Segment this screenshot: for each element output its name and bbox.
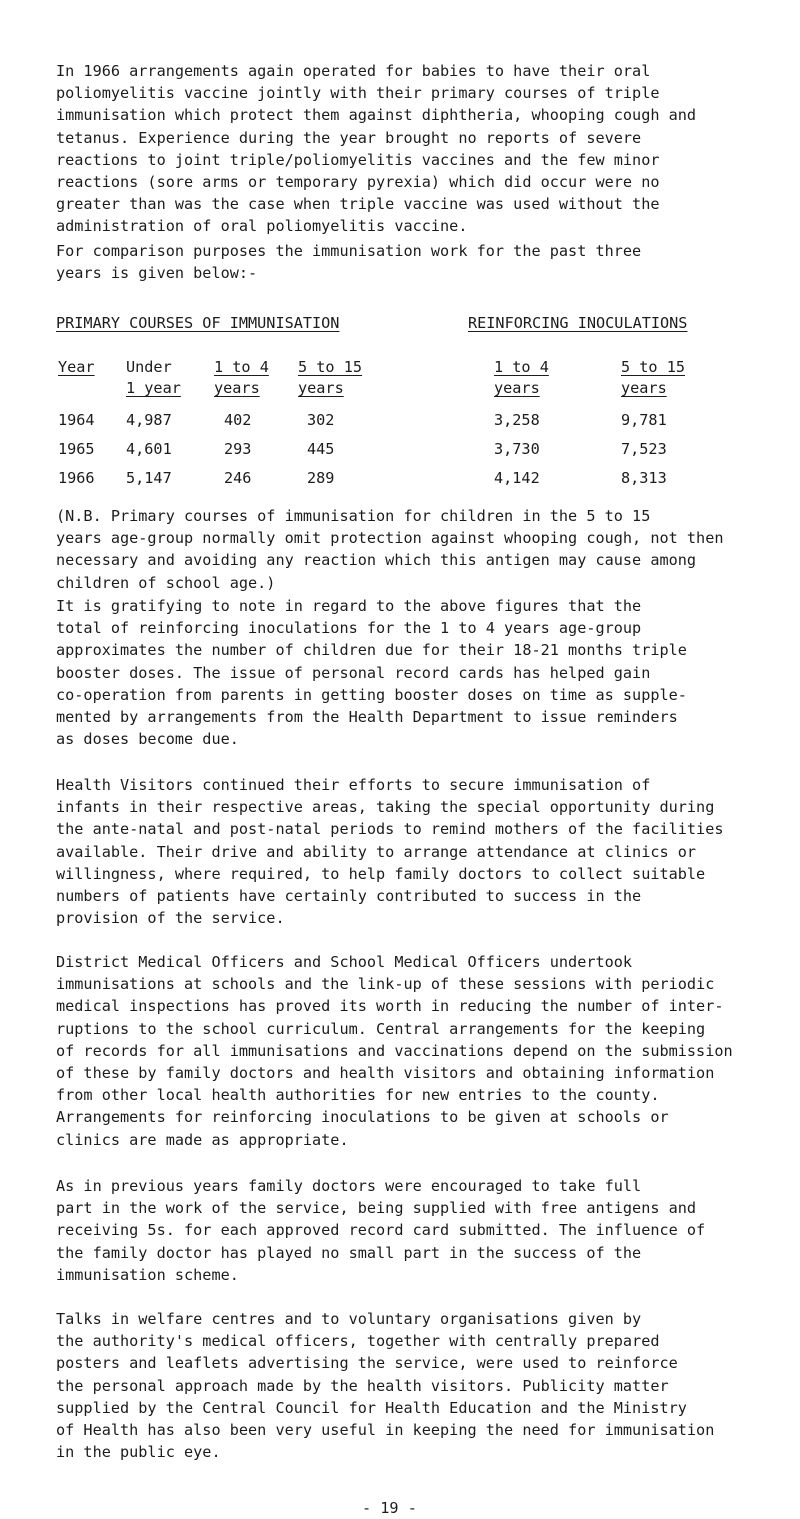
col-header-year: Year bbox=[58, 358, 95, 376]
cell-reinforcing-5to15: 7,523 bbox=[621, 440, 667, 458]
paragraph-comparison-intro: For comparison purposes the immunisation work for the past three years is given below:- bbox=[56, 242, 642, 283]
cell-year: 1965 bbox=[58, 440, 95, 458]
col-header-under1-line1: Under bbox=[126, 358, 172, 376]
cell-reinforcing-1to4: 3,258 bbox=[494, 411, 540, 429]
cell-primary-5to15: 302 bbox=[307, 411, 335, 429]
cell-primary-5to15: 445 bbox=[307, 440, 335, 458]
cell-under1: 4,601 bbox=[126, 440, 172, 458]
col-header-reinforcing-1to4-line1: 1 to 4 bbox=[494, 358, 549, 376]
cell-year: 1964 bbox=[58, 411, 95, 429]
paragraph-reinforcing-figures: It is gratifying to note in regard to the above figures that the total of reinforcing inoculations for the 1 to 4 years age-group approximates the number of children due for their 18-21 months triple booster doses. The issue of personal record cards has helped gain co-operation from parents in getting booster doses on time as supple- mented by arrangements from the Health Department to issue reminders as doses become due. bbox=[56, 597, 687, 749]
paragraph-publicity: Talks in welfare centres and to voluntary organisations given by the authority's medical officers, together with centrally prepared posters and leaflets advertising the service, were used to reinforce the personal approach made by the health visitors. Publicity matter supplied by the Central Council for Health Education and the Ministry of Health has also been very useful in keeping the need for immunisation in the public eye. bbox=[56, 1310, 715, 1462]
group-header-primary: PRIMARY COURSES OF IMMUNISATION bbox=[56, 314, 340, 332]
paragraph-nb-note: (N.B. Primary courses of immunisation for children in the 5 to 15 years age-group normally omit protection against whooping cough, not then necessary and avoiding any reaction which this antigen may cause among children of school age.) bbox=[56, 507, 724, 592]
cell-under1: 5,147 bbox=[126, 469, 172, 487]
col-header-reinforcing-5to15-line1: 5 to 15 bbox=[621, 358, 686, 376]
col-header-primary-1to4-line1: 1 to 4 bbox=[214, 358, 269, 376]
cell-primary-5to15: 289 bbox=[307, 469, 335, 487]
cell-reinforcing-1to4: 3,730 bbox=[494, 440, 540, 458]
col-header-reinforcing-5to15-line2: years bbox=[621, 379, 667, 397]
cell-primary-1to4: 293 bbox=[224, 440, 252, 458]
cell-reinforcing-1to4: 4,142 bbox=[494, 469, 540, 487]
paragraph-health-visitors: Health Visitors continued their efforts to secure immunisation of infants in their respective areas, taking the special opportunity during the ante-natal and post-natal periods to remind mothers of the facilities available. Their drive and ability to arrange attendance at clinics or willingness, where required, to help family doctors to collect suitable numbers of patients have certainly contributed to success in the provision of the service. bbox=[56, 776, 724, 928]
paragraph-oral-polio: In 1966 arrangements again operated for babies to have their oral poliomyelitis vaccine jointly with their primary courses of triple immunisation which protect them against diphtheria, whooping cough and tetanus. Experience during the year brought no reports of severe reactions to joint triple/poliomyelitis vaccines and the few minor reactions (sore arms or temporary pyrexia) which did occur were no greater than was the case when triple vaccine was used without the administration of oral poliomyelitis vaccine. bbox=[56, 62, 697, 236]
col-header-reinforcing-1to4-line2: years bbox=[494, 379, 540, 397]
col-header-under1-line2: 1 year bbox=[126, 379, 181, 397]
cell-primary-1to4: 402 bbox=[224, 411, 252, 429]
cell-year: 1966 bbox=[58, 469, 95, 487]
cell-reinforcing-5to15: 9,781 bbox=[621, 411, 667, 429]
cell-under1: 4,987 bbox=[126, 411, 172, 429]
page-number: - 19 - bbox=[362, 1499, 417, 1517]
cell-primary-1to4: 246 bbox=[224, 469, 252, 487]
col-header-primary-5to15-line1: 5 to 15 bbox=[298, 358, 363, 376]
col-header-primary-1to4-line2: years bbox=[214, 379, 260, 397]
paragraph-medical-officers: District Medical Officers and School Medical Officers undertook immunisations at schools and the link-up of these sessions with periodic medical inspections has proved its worth in reducing the number of inter- ruptions to the school curriculum. Central arrangements for the keeping of records for all immunisations and vaccinations depend on the submission of these by family doctors and health visitors and obtaining information from other local health authorities for new entries to the county. Arrangements for reinforcing inoculations to be given at schools or clinics are made as appropriate. bbox=[56, 953, 733, 1149]
group-header-reinforcing: REINFORCING INOCULATIONS bbox=[468, 314, 688, 332]
paragraph-family-doctors: As in previous years family doctors were encouraged to take full part in the work of the service, being supplied with free antigens and receiving 5s. for each approved record card submitted. The influence of the family doctor has played no small part in the success of the immunisation scheme. bbox=[56, 1177, 706, 1284]
col-header-primary-5to15-line2: years bbox=[298, 379, 344, 397]
cell-reinforcing-5to15: 8,313 bbox=[621, 469, 667, 487]
